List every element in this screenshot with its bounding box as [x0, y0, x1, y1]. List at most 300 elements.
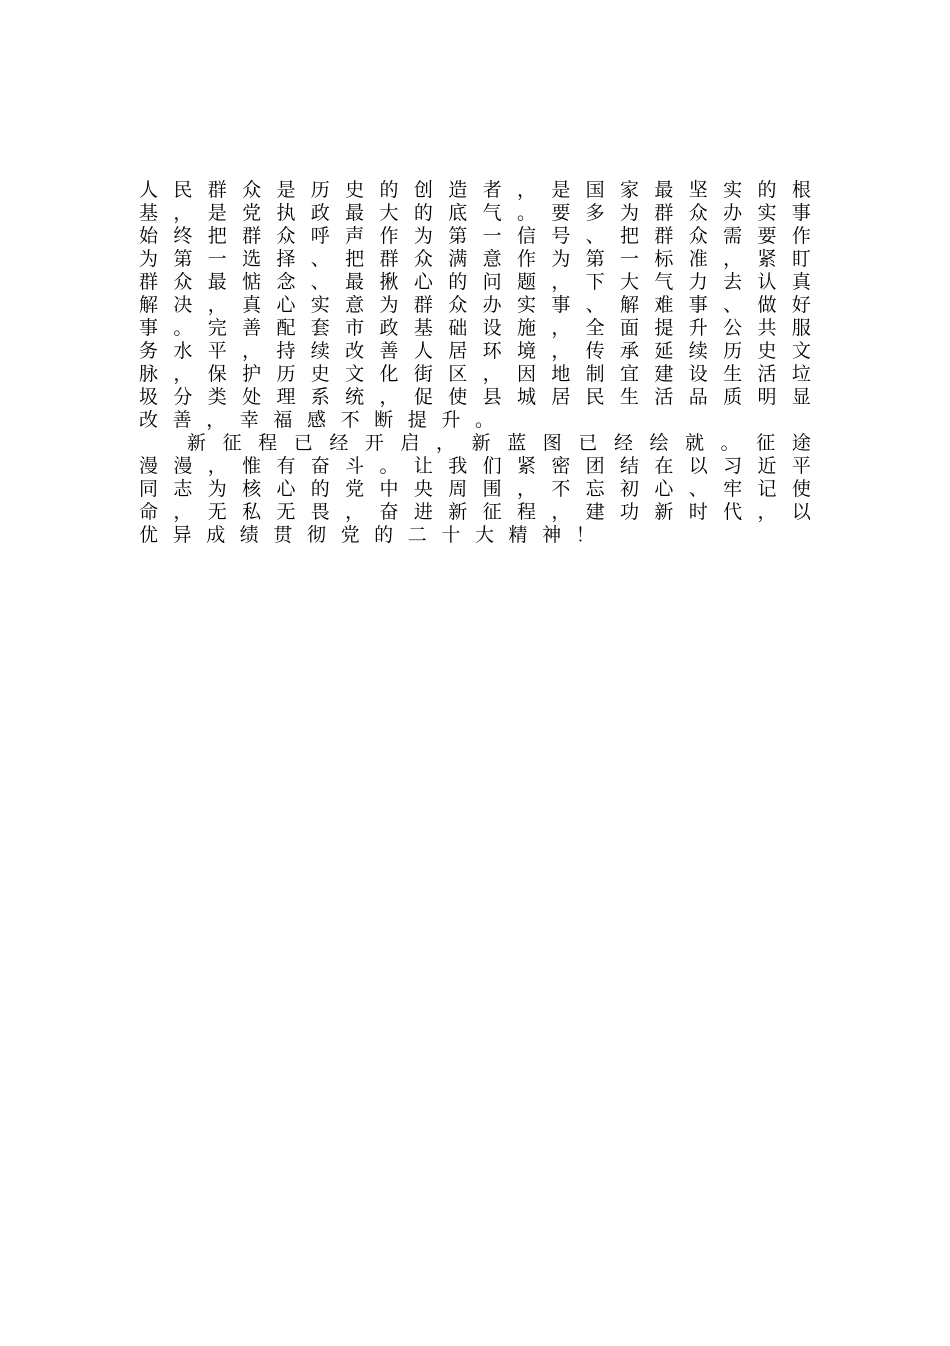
char: 、 — [585, 225, 605, 247]
char: 历 — [310, 179, 330, 201]
char: 众 — [688, 225, 708, 247]
char: 制 — [585, 363, 605, 385]
char: 的 — [374, 524, 394, 546]
char: 心 — [276, 294, 296, 316]
char: 惦 — [242, 271, 262, 293]
char: 众 — [242, 179, 262, 201]
char: 不 — [551, 478, 571, 500]
char: ， — [436, 432, 456, 454]
char: 记 — [757, 478, 777, 500]
char: 紧 — [757, 248, 777, 270]
char: 面 — [620, 317, 640, 339]
char: 街 — [413, 363, 433, 385]
char: 择 — [276, 248, 296, 270]
char: 使 — [448, 386, 468, 408]
char: 的 — [379, 179, 399, 201]
char: 提 — [654, 317, 674, 339]
char: 群 — [139, 271, 159, 293]
char: 不 — [340, 409, 360, 431]
char: 圾 — [139, 386, 159, 408]
char: 要 — [551, 202, 571, 224]
char: 为 — [207, 478, 227, 500]
char: 地 — [551, 363, 571, 385]
char: 。 — [720, 432, 740, 454]
char: 提 — [407, 409, 427, 431]
char: 气 — [482, 202, 502, 224]
char: 共 — [757, 317, 777, 339]
char: 群 — [242, 225, 262, 247]
char: 区 — [448, 363, 468, 385]
char: 传 — [585, 340, 605, 362]
char: 为 — [620, 202, 640, 224]
char: 众 — [688, 202, 708, 224]
char: 活 — [757, 363, 777, 385]
char: 绩 — [239, 524, 259, 546]
char: ， — [551, 271, 571, 293]
char: 础 — [448, 317, 468, 339]
char: 同 — [139, 478, 159, 500]
char: 征 — [756, 432, 776, 454]
char: 精 — [508, 524, 528, 546]
char: 者 — [482, 179, 502, 201]
char: ， — [482, 363, 502, 385]
char: 程 — [516, 501, 536, 523]
char: 护 — [242, 363, 262, 385]
char: 问 — [482, 271, 502, 293]
char: 满 — [448, 248, 468, 270]
text-line — [139, 271, 811, 294]
char: 漫 — [139, 455, 159, 477]
char: ， — [516, 179, 536, 201]
char: 的 — [310, 478, 330, 500]
char: 就 — [685, 432, 705, 454]
char: 事 — [139, 317, 159, 339]
char: ， — [345, 501, 365, 523]
char: 开 — [364, 432, 384, 454]
char: 事 — [551, 294, 571, 316]
char: 史 — [757, 340, 777, 362]
char: 结 — [620, 455, 640, 477]
char: 延 — [654, 340, 674, 362]
char: 经 — [329, 432, 349, 454]
char: 解 — [620, 294, 640, 316]
char: 畏 — [310, 501, 330, 523]
char: 一 — [207, 248, 227, 270]
char: 事 — [791, 202, 811, 224]
char: 分 — [173, 386, 193, 408]
char: 难 — [654, 294, 674, 316]
text-line — [139, 386, 811, 409]
char: 幸 — [239, 409, 259, 431]
char: 多 — [585, 202, 605, 224]
char: 是 — [207, 202, 227, 224]
char: 选 — [242, 248, 262, 270]
char: 做 — [757, 294, 777, 316]
char: 第 — [585, 248, 605, 270]
char: 终 — [173, 225, 193, 247]
char: 心 — [654, 478, 674, 500]
char: 文 — [345, 363, 365, 385]
char: 最 — [345, 202, 365, 224]
char: ， — [173, 501, 193, 523]
char: 认 — [757, 271, 777, 293]
char: 要 — [757, 225, 777, 247]
char: 时 — [688, 501, 708, 523]
char: 让 — [413, 455, 433, 477]
char: 央 — [413, 478, 433, 500]
char: 揪 — [379, 271, 399, 293]
char: 群 — [207, 179, 227, 201]
char: 功 — [620, 501, 640, 523]
char: 升 — [688, 317, 708, 339]
char: 施 — [516, 317, 536, 339]
char: 民 — [585, 386, 605, 408]
char: 奋 — [379, 501, 399, 523]
char: 图 — [542, 432, 562, 454]
char: 系 — [310, 386, 330, 408]
char: 一 — [482, 225, 502, 247]
text-line — [139, 317, 811, 340]
char: 第 — [173, 248, 193, 270]
char: ， — [173, 202, 193, 224]
char: 作 — [791, 225, 811, 247]
char: 显 — [791, 386, 811, 408]
char: 牢 — [723, 478, 743, 500]
char: 改 — [139, 409, 159, 431]
char: 意 — [482, 248, 502, 270]
char: 心 — [413, 271, 433, 293]
char: 升 — [441, 409, 461, 431]
char: 市 — [345, 317, 365, 339]
char: 近 — [757, 455, 777, 477]
char: 最 — [345, 271, 365, 293]
char: 心 — [276, 478, 296, 500]
char: 真 — [791, 271, 811, 293]
char: 国 — [585, 179, 605, 201]
char: 把 — [620, 225, 640, 247]
char: 为 — [379, 294, 399, 316]
char: 的 — [448, 271, 468, 293]
char: 紧 — [516, 455, 536, 477]
char: 好 — [791, 294, 811, 316]
char: 是 — [551, 179, 571, 201]
char: 贯 — [273, 524, 293, 546]
char: 基 — [139, 202, 159, 224]
char: 号 — [551, 225, 571, 247]
text-line — [139, 478, 811, 501]
char: 群 — [654, 202, 674, 224]
char: 保 — [207, 363, 227, 385]
char: 设 — [482, 317, 502, 339]
char: 周 — [448, 478, 468, 500]
char: 众 — [276, 225, 296, 247]
char: 绘 — [649, 432, 669, 454]
char: 改 — [345, 340, 365, 362]
text-line — [139, 455, 811, 478]
char: 经 — [613, 432, 633, 454]
text-line — [139, 363, 811, 386]
char: 明 — [757, 386, 777, 408]
char: 大 — [620, 271, 640, 293]
char: 承 — [620, 340, 640, 362]
char: 最 — [207, 271, 227, 293]
char: ， — [551, 340, 571, 362]
char: 党 — [345, 478, 365, 500]
char: 把 — [345, 248, 365, 270]
char: 准 — [688, 248, 708, 270]
char: 政 — [379, 317, 399, 339]
char: 去 — [723, 271, 743, 293]
char: 。 — [379, 455, 399, 477]
text-line — [139, 340, 811, 363]
char: 漫 — [173, 455, 193, 477]
char: ， — [379, 386, 399, 408]
char: 执 — [276, 202, 296, 224]
char: 标 — [654, 248, 674, 270]
char: 的 — [757, 179, 777, 201]
char: 根 — [791, 179, 811, 201]
char: 家 — [620, 179, 640, 201]
char: 史 — [345, 179, 365, 201]
char: 无 — [276, 501, 296, 523]
char: 套 — [310, 317, 330, 339]
char: 第 — [448, 225, 468, 247]
text-line-paragraph-end — [139, 409, 811, 432]
char: 史 — [310, 363, 330, 385]
char: 为 — [413, 225, 433, 247]
char: 中 — [379, 478, 399, 500]
char: 人 — [139, 179, 159, 201]
text-line — [139, 501, 811, 524]
char: 作 — [379, 225, 399, 247]
char: 、 — [310, 248, 330, 270]
char: 境 — [516, 340, 536, 362]
char: ， — [173, 363, 193, 385]
body-text — [139, 179, 811, 547]
char: 感 — [306, 409, 326, 431]
text-line — [139, 179, 811, 202]
char: ， — [207, 455, 227, 477]
char: ， — [551, 501, 571, 523]
char: 事 — [688, 294, 708, 316]
char: 已 — [293, 432, 313, 454]
char: 水 — [173, 340, 193, 362]
char: 平 — [791, 455, 811, 477]
char: 代 — [723, 501, 743, 523]
char: 类 — [207, 386, 227, 408]
text-line — [139, 294, 811, 317]
char: 续 — [688, 340, 708, 362]
char: 决 — [173, 294, 193, 316]
char: 的 — [413, 202, 433, 224]
char: 新 — [448, 501, 468, 523]
char: 质 — [723, 386, 743, 408]
char: 文 — [791, 340, 811, 362]
char: 私 — [242, 501, 262, 523]
char: 民 — [173, 179, 193, 201]
char: 始 — [139, 225, 159, 247]
char: 声 — [345, 225, 365, 247]
char: 核 — [242, 478, 262, 500]
char: 启 — [400, 432, 420, 454]
char: 党 — [242, 202, 262, 224]
char: ， — [723, 248, 743, 270]
char: 福 — [273, 409, 293, 431]
char: 作 — [516, 248, 536, 270]
char: 斗 — [345, 455, 365, 477]
char: 历 — [723, 340, 743, 362]
char: 已 — [578, 432, 598, 454]
char: 最 — [654, 179, 674, 201]
char: 统 — [345, 386, 365, 408]
char: 进 — [413, 501, 433, 523]
char: 促 — [413, 386, 433, 408]
char: 我 — [448, 455, 468, 477]
char: 是 — [276, 179, 296, 201]
char: 活 — [654, 386, 674, 408]
char: 大 — [379, 202, 399, 224]
char: 历 — [276, 363, 296, 385]
char: 。 — [516, 202, 536, 224]
char: ， — [207, 294, 227, 316]
char: 有 — [276, 455, 296, 477]
char: 配 — [276, 317, 296, 339]
char: 处 — [242, 386, 262, 408]
char: 神 — [542, 524, 562, 546]
char: 意 — [345, 294, 365, 316]
char: 实 — [757, 202, 777, 224]
char: 志 — [173, 478, 193, 500]
char: ， — [206, 409, 226, 431]
char: 公 — [723, 317, 743, 339]
char: 彻 — [306, 524, 326, 546]
char: 新 — [187, 432, 207, 454]
char: 居 — [448, 340, 468, 362]
char: 脉 — [139, 363, 159, 385]
char: 服 — [791, 317, 811, 339]
char: 成 — [206, 524, 226, 546]
char: 居 — [551, 386, 571, 408]
char: 为 — [139, 248, 159, 270]
char: 使 — [791, 478, 811, 500]
char: 一 — [620, 248, 640, 270]
char: 群 — [654, 225, 674, 247]
char: 以 — [688, 455, 708, 477]
char: 十 — [441, 524, 461, 546]
char: 无 — [207, 501, 227, 523]
text-line — [139, 225, 811, 248]
char: 把 — [207, 225, 227, 247]
char: 实 — [310, 294, 330, 316]
char: 生 — [620, 386, 640, 408]
char: 办 — [723, 202, 743, 224]
char: 题 — [516, 271, 536, 293]
char: 全 — [585, 317, 605, 339]
char: 念 — [276, 271, 296, 293]
char: 断 — [374, 409, 394, 431]
char: 新 — [654, 501, 674, 523]
char: 化 — [379, 363, 399, 385]
char: 续 — [310, 340, 330, 362]
char: 务 — [139, 340, 159, 362]
char: 需 — [723, 225, 743, 247]
char: 忘 — [585, 478, 605, 500]
char: 信 — [516, 225, 536, 247]
char: 众 — [413, 248, 433, 270]
char: ， — [757, 501, 777, 523]
char: 在 — [654, 455, 674, 477]
text-line — [139, 248, 811, 271]
char: 群 — [379, 248, 399, 270]
char: 县 — [482, 386, 502, 408]
char: 政 — [310, 202, 330, 224]
char: 二 — [407, 524, 427, 546]
char: 命 — [139, 501, 159, 523]
text-line-paragraph-start — [139, 432, 811, 455]
char: 蓝 — [507, 432, 527, 454]
char: 完 — [207, 317, 227, 339]
char: 善 — [172, 409, 192, 431]
char: 优 — [139, 524, 159, 546]
text-line-paragraph-end — [139, 524, 811, 547]
char: ， — [516, 478, 536, 500]
char: 设 — [688, 363, 708, 385]
char: ！ — [575, 524, 595, 546]
char: 众 — [448, 294, 468, 316]
char: 、 — [723, 294, 743, 316]
char: 平 — [207, 340, 227, 362]
char: 程 — [258, 432, 278, 454]
char: 底 — [448, 202, 468, 224]
char: 党 — [340, 524, 360, 546]
char: 力 — [688, 271, 708, 293]
char: 途 — [791, 432, 811, 454]
char: 。 — [173, 317, 193, 339]
char: 理 — [276, 386, 296, 408]
char: 基 — [413, 317, 433, 339]
char: 建 — [585, 501, 605, 523]
char: 密 — [551, 455, 571, 477]
char: 生 — [723, 363, 743, 385]
char: 人 — [413, 340, 433, 362]
char: 实 — [723, 179, 743, 201]
text-line — [139, 202, 811, 225]
char: 下 — [585, 271, 605, 293]
char: 群 — [413, 294, 433, 316]
char: 习 — [723, 455, 743, 477]
char: 造 — [448, 179, 468, 201]
char: 、 — [585, 294, 605, 316]
char: 宜 — [620, 363, 640, 385]
char: 呼 — [310, 225, 330, 247]
char: 盯 — [791, 248, 811, 270]
char: 。 — [474, 409, 494, 431]
char: 异 — [172, 524, 192, 546]
char: 环 — [482, 340, 502, 362]
char: 建 — [654, 363, 674, 385]
char: 团 — [585, 455, 605, 477]
char: 城 — [516, 386, 536, 408]
char: ， — [242, 340, 262, 362]
char: 以 — [791, 501, 811, 523]
char: 因 — [516, 363, 536, 385]
char: 办 — [482, 294, 502, 316]
char: 真 — [242, 294, 262, 316]
char: 垃 — [791, 363, 811, 385]
char: 们 — [482, 455, 502, 477]
char: 围 — [482, 478, 502, 500]
char: 坚 — [688, 179, 708, 201]
